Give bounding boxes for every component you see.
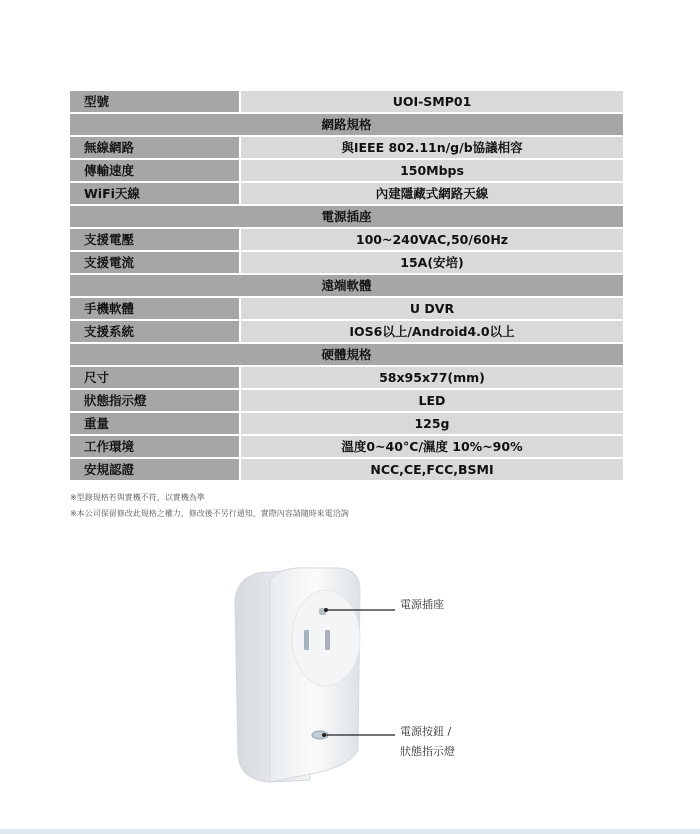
spec-row <box>70 321 623 342</box>
spec-row <box>70 252 623 273</box>
spec-value: 溫度0~40°C/濕度 10%~90% <box>241 436 623 457</box>
spec-row <box>70 459 623 480</box>
spec-row <box>70 160 623 181</box>
note-rights: ※本公司保留修改此規格之權力，修改後不另行通知，實際內容請隨時來電洽詢 <box>70 509 349 518</box>
spec-row <box>70 137 623 158</box>
spec-value: IOS6以上/Android4.0以上 <box>241 321 623 342</box>
spec-label: 傳輸速度 <box>70 160 239 181</box>
spec-value: UOI-SMP01 <box>241 91 623 112</box>
spec-label: 狀態指示燈 <box>70 390 239 411</box>
spec-row <box>70 436 623 457</box>
spec-label: 工作環境 <box>70 436 239 457</box>
spec-label: WiFi天線 <box>70 183 239 204</box>
spec-label: 型號 <box>70 91 239 112</box>
spec-value: LED <box>241 390 623 411</box>
spec-value: 與IEEE 802.11n/g/b協議相容 <box>241 137 623 158</box>
spec-row <box>70 91 623 112</box>
spec-label: 手機軟體 <box>70 298 239 319</box>
section-header: 網路規格 <box>70 114 623 135</box>
spec-value: 125g <box>241 413 623 434</box>
spec-row <box>70 413 623 434</box>
spec-value: 150Mbps <box>241 160 623 181</box>
callout-outlet: 電源插座 <box>400 598 444 611</box>
spec-label: 安規認證 <box>70 459 239 480</box>
spec-value: 15A(安培) <box>241 252 623 273</box>
spec-value: U DVR <box>241 298 623 319</box>
spec-label: 支援電流 <box>70 252 239 273</box>
spec-row <box>70 229 623 250</box>
spec-value: 58x95x77(mm) <box>241 367 623 388</box>
prong-slot-left <box>304 630 309 650</box>
spec-row <box>70 298 623 319</box>
spec-label: 重量 <box>70 413 239 434</box>
smart-plug-illustration <box>200 560 500 790</box>
spec-value: NCC,CE,FCC,BSMI <box>241 459 623 480</box>
callout-button-line2: 狀態指示燈 <box>400 745 455 758</box>
spec-value: 內建隱藏式網路天線 <box>241 183 623 204</box>
spec-row <box>70 367 623 388</box>
spec-label: 尺寸 <box>70 367 239 388</box>
spec-label: 支援電壓 <box>70 229 239 250</box>
spec-table <box>70 91 623 482</box>
spec-value: 100~240VAC,50/60Hz <box>241 229 623 250</box>
product-image <box>200 560 500 790</box>
callout-button-line1: 電源按鈕 / <box>400 725 452 738</box>
section-header: 電源插座 <box>70 206 623 227</box>
notes <box>70 490 349 522</box>
spec-label: 無線網路 <box>70 137 239 158</box>
section-header: 硬體規格 <box>70 344 623 365</box>
spec-row <box>70 390 623 411</box>
prong-slot-right <box>325 630 330 650</box>
section-header: 遠端軟體 <box>70 275 623 296</box>
spec-row <box>70 183 623 204</box>
note-disclaimer: ※型錄規格若與實機不符，以實機為準 <box>70 493 205 502</box>
bottom-divider <box>0 829 700 834</box>
spec-label: 支援系統 <box>70 321 239 342</box>
